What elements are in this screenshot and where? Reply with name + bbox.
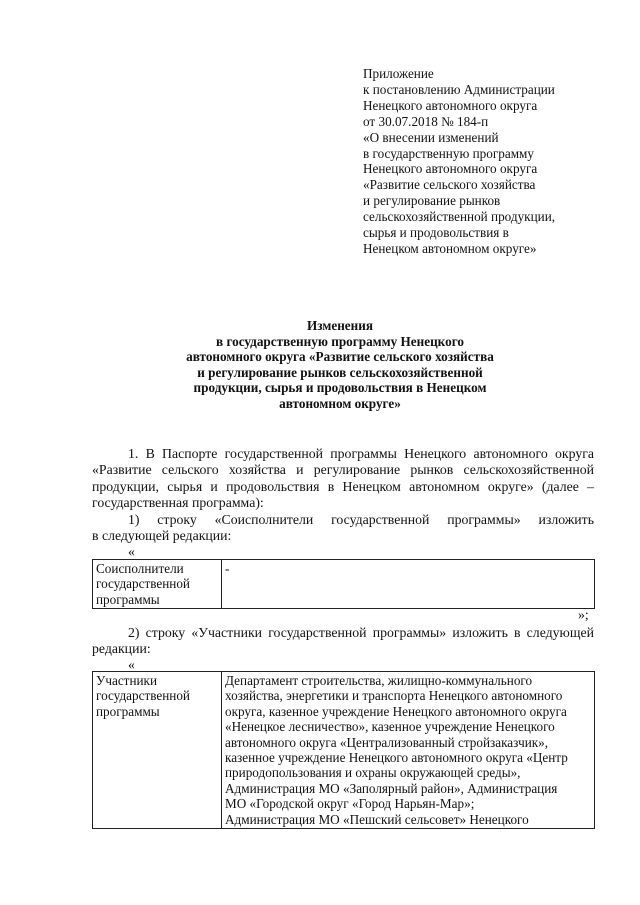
- title-line: и регулирование рынков сельскохозяйственной: [197, 364, 483, 380]
- cell-line: Администрация МО «Пешский сельсовет» Ненецкого: [225, 811, 529, 827]
- table-1: [92, 559, 595, 609]
- cell-line: Соисполнители: [96, 561, 184, 576]
- appendix-line: Ненецкого автономного округа: [363, 97, 538, 113]
- cell-line: программы: [96, 591, 160, 607]
- item-line: 1) строку «Соисполнители государственной программы» изложить: [128, 512, 594, 527]
- appendix-line: сырья и продовольствия в: [363, 225, 509, 241]
- cell-line: «Ненецкое лесничество», казенное учреждение Ненецкого: [225, 719, 555, 735]
- table-2-label-cell: [93, 672, 222, 829]
- appendix-line: Ненецком автономном округе»: [363, 240, 537, 256]
- table-2-value-cell: [222, 672, 595, 829]
- cell-line: Участники: [96, 673, 158, 688]
- cell-line: государственной: [96, 688, 190, 704]
- item-line: редакции:: [92, 641, 151, 657]
- appendix-line: «О внесении изменений: [363, 129, 499, 145]
- appendix-line: Ненецкого автономного округа: [363, 161, 538, 177]
- item-1: [92, 512, 594, 545]
- cell-line: природопользования и охраны окружающей среды»,: [225, 765, 521, 781]
- table-2-open-quote: «: [128, 657, 135, 672]
- cell-line: автономного округа «Централизованный стройзаказчик»,: [225, 734, 549, 750]
- cell-line: казенное учреждение Ненецкого автономного округа «Центр: [225, 750, 568, 766]
- paragraph-line: 1. В Паспорте государственной программы Ненецкого автономного округа: [128, 446, 594, 461]
- cell-value: -: [225, 561, 230, 576]
- title-line: в государственную программу Ненецкого: [216, 333, 464, 349]
- appendix-line: Приложение: [363, 66, 434, 81]
- table-1-open-quote: «: [128, 544, 135, 559]
- cell-line: Администрация МО «Заполярный район», Администрация: [225, 780, 558, 796]
- table-1-close-quote: »;: [578, 607, 589, 622]
- cell-line: программы: [96, 703, 160, 719]
- title-line: Изменения: [307, 318, 373, 333]
- document-title: [140, 318, 540, 412]
- cell-line: МО «Городской округ «Город Нарьян-Мар»;: [225, 796, 475, 812]
- appendix-line: сельскохозяйственной продукции,: [363, 209, 556, 225]
- cell-line: округа, казенное учреждение Ненецкого автономного округа: [225, 703, 567, 719]
- table-1-label-cell: [93, 560, 222, 609]
- appendix-line: к постановлению Администрации: [363, 81, 555, 97]
- table-2: [92, 671, 595, 829]
- title-line: автономном округе»: [279, 395, 401, 411]
- appendix-header: [363, 66, 623, 257]
- item-2: [92, 625, 594, 658]
- paragraph-line: государственная программа):: [92, 495, 264, 511]
- title-line: продукции, сырья и продовольствия в Ненецком: [193, 380, 487, 396]
- title-line: автономного округа «Развитие сельского хозяйства: [186, 349, 494, 365]
- table-row: [93, 672, 595, 829]
- appendix-line: и регулирование рынков: [363, 193, 501, 209]
- table-row: [93, 560, 595, 609]
- item-line: в следующей редакции:: [92, 528, 232, 544]
- appendix-line: в государственную программу: [363, 145, 534, 161]
- appendix-line: от 30.07.2018 № 184-п: [363, 113, 489, 129]
- paragraph-line: «Развитие сельского хозяйства и регулирование рынков сельскохозяйственной: [92, 462, 594, 478]
- cell-line: хозяйства, энергетики и транспорта Ненецкого автономного: [225, 688, 563, 704]
- item-line: 2) строку «Участники государственной программы» изложить в следующей: [128, 625, 594, 640]
- cell-line: Департамент строительства, жилищно-коммунального: [225, 673, 533, 688]
- appendix-line: «Развитие сельского хозяйства: [363, 177, 536, 193]
- table-1-value-cell: [222, 560, 595, 609]
- paragraph-line: продукции, сырья и продовольствия в Ненецком автономном округе» (далее –: [92, 478, 594, 494]
- cell-line: государственной: [96, 576, 190, 592]
- paragraph-1: [92, 446, 594, 512]
